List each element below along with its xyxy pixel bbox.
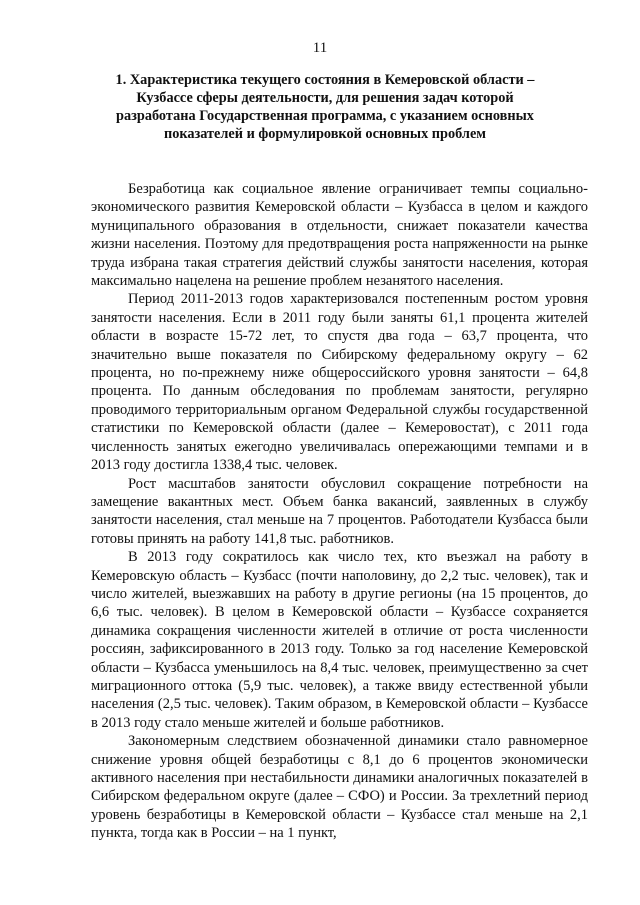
paragraph-migration: В 2013 году сократилось как число тех, кто въезжал на работу в Кемеровскую область – Кузбасс (почти наполовину, до 2,2 тыс. человек), так и число жителей, выезжавших на работу в другие регионы (на 15 процентов, до 6,6 тыс. человек). В целом в Кемеровской области – Кузбассе сохраняется динамика сокращения численности жителей в отличие от роста численности россиян, зафиксированного в 2013 году. Только за год население Кемеровской области – Кузбасса уменьшилось на 8,4 тыс. человек, преимущественно за счет миграционного оттока (5,9 тыс. человек), а также ввиду естественной убыли населения (2,5 тыс. человек). Таким образом, в Кемеровской области – Кузбассе в 2013 году стало меньше жителей и больше работников. [91, 549, 588, 731]
body-text [91, 180, 588, 843]
paragraph-employment-growth: Период 2011-2013 годов характеризовался постепенным ростом уровня занятости населения. Если в 2011 году были заняты 61,1 процента жителей области в возрасте 15-72 лет, то спустя два года – 63,7 процента, что значительно выше показателя по Сибирскому федеральному округу – 62 процента, но по-прежнему ниже общероссийского уровня занятости – 64,8 процента. По данным обследования по проблемам занятости, регулярно проводимого территориальным органом Федеральной службы государственной статистики по Кемеровской области (далее – Кемеровостат), с 2011 года численность занятых ежегодно увеличивалась опережающими темпами и в 2013 году достигла 1338,4 тыс. человек. [91, 291, 588, 474]
section-heading: 1. Характеристика текущего состояния в Кемеровской области – Кузбассе сферы деятельности, для решения задач которой разработана Государственная программа, с указанием основных показателей и формулировкой основных проблем [115, 72, 535, 142]
paragraph-unemployment: Безработица как социальное явление ограничивает темпы социально-экономического развития Кемеровской области – Кузбасса в целом и каждого муниципального образования в отдельности, снижает показатели качества жизни населения. Поэтому для предотвращения роста напряженности на рынке труда избрана такая стратегия действий службы занятости населения, которая максимально нацелена на решение проблем незанятого населения. [91, 181, 588, 290]
page-number: 11 [312, 40, 328, 56]
paragraph-vacancies: Рост масштабов занятости обусловил сокращение потребности на замещение вакантных мест. Объем банка вакансий, заявленных в службу занятости населения, стал меньше на 7 процентов. Работодатели Кузбасса были готовы принять на работу 141,8 тыс. работников. [91, 475, 588, 547]
paragraph-unemployment-rate: Закономерным следствием обозначенной динамики стало равномерное снижение уровня общей безработицы с 8,1 до 6 процентов экономически активного населения при нестабильности динамики аналогичных показателей в Сибирском федеральном округе (далее – СФО) и России. За трехлетний период уровень безработицы в Кемеровской области – Кузбассе стал меньше на 2,1 пункта, тогда как в России – на 1 пункт, [91, 733, 588, 842]
